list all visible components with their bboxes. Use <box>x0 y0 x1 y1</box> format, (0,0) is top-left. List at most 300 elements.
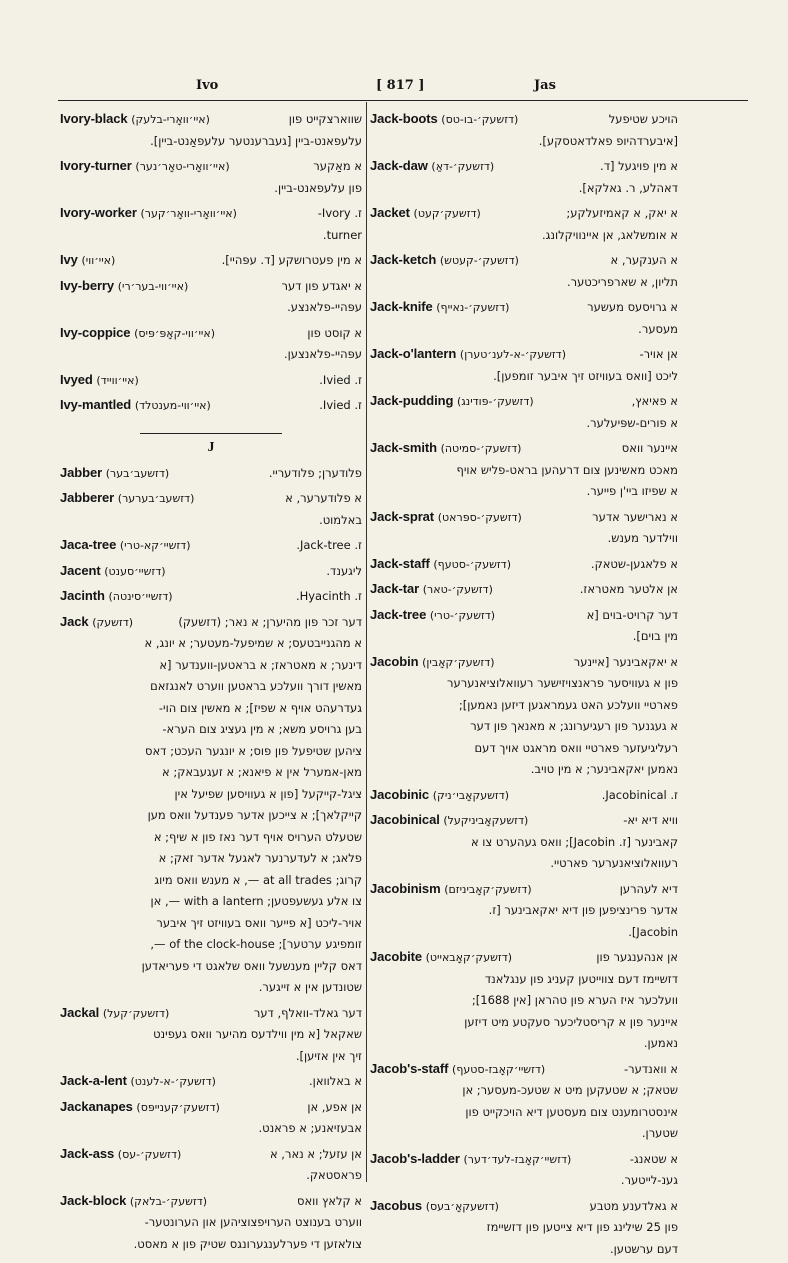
entry-headline <box>60 108 362 131</box>
entry-headline <box>370 1148 678 1171</box>
entry-definition-continued: מעסער. <box>638 321 678 336</box>
entry-head <box>60 611 133 634</box>
dictionary-entry <box>370 108 678 152</box>
entry-headline <box>370 437 678 460</box>
entry-definition-continued: שטערן. <box>641 1126 678 1140</box>
entry-definition-continued: וועלכער איז הערא פון טהראן [אין 1688]; <box>471 993 678 1007</box>
entry-headword: Jack-smith <box>370 440 437 455</box>
entry-pronunciation: (איי׳ווי-בער׳רי) <box>117 279 189 293</box>
entry-headline <box>60 394 362 417</box>
dictionary-entry <box>60 369 362 392</box>
dictionary-entry <box>370 249 678 293</box>
entry-pronunciation: (דזשעק׳קעט) <box>413 207 481 220</box>
entry-headline <box>370 604 678 627</box>
entry-definition: א קלאץ וואס <box>296 1193 362 1208</box>
entry-headword: Jacobite <box>370 949 422 964</box>
header-left-guideword: Ivo <box>196 78 219 93</box>
entry-definition-continued: ווילדער מענש. <box>607 531 678 545</box>
entry-definition-continued: דאס קליין מענשעל וואס שלאגט די פעריאדען <box>141 958 362 973</box>
entry-definition: אן אפע, אן <box>307 1099 362 1114</box>
entry-pronunciation: (דזשיי׳סענט) <box>104 564 166 578</box>
entry-pronunciation: (דזשעק׳-ספּראט) <box>437 510 522 524</box>
dictionary-entry <box>370 202 678 246</box>
entry-head <box>60 462 169 485</box>
dictionary-entry <box>370 343 678 387</box>
dictionary-entry <box>60 1070 362 1093</box>
entry-pronunciation: (דזשעק׳-טאר) <box>422 583 493 596</box>
dictionary-entry <box>370 155 678 199</box>
entry-head <box>370 1148 571 1171</box>
dictionary-entry <box>370 878 678 944</box>
entry-definition-continued: קרוג; at all trades —, א מענש וואס מיוג <box>154 872 362 887</box>
dictionary-entry <box>60 534 362 557</box>
entry-definition-continued: עפּהיי-פלאנצען. <box>283 347 362 361</box>
entry-pronunciation: (דזשעק׳-סמיטה) <box>440 442 522 455</box>
entry-head <box>60 560 166 583</box>
entry-pronunciation: (דזשיי׳קא-טרי) <box>119 539 191 552</box>
entry-definition: פלודערן; פלודעריי. <box>268 465 362 480</box>
entry-definition: ז. Jack-tree. <box>296 538 362 552</box>
entry-definition: א גרויסעס מעשער <box>587 300 678 314</box>
entry-headline <box>370 296 678 319</box>
dictionary-entry <box>370 604 678 648</box>
dictionary-entry <box>60 275 362 319</box>
entry-definition: א הענקער, א <box>610 253 678 267</box>
entry-pronunciation: (דזשעק׳-פּודינג) <box>456 395 534 408</box>
entry-definition-continued: א פורים-שפּיעלער. <box>586 415 678 430</box>
entry-definition: א באלוואן. <box>309 1074 362 1088</box>
entry-pronunciation: (דזשיי׳קאָבז-לעד׳דער) <box>463 1152 572 1166</box>
entry-definition: ז. Jacobinical. <box>601 787 678 802</box>
entry-definition-continued: א געגנער פון רעגיערונג; א מאנאך פון דער <box>470 719 678 733</box>
entry-head <box>60 275 188 298</box>
entry-headword: Jack-boots <box>370 111 438 126</box>
entry-head <box>60 585 173 608</box>
entry-pronunciation: (דזשעב׳בער) <box>105 466 170 480</box>
entry-head <box>60 322 215 345</box>
dictionary-entry <box>370 296 678 340</box>
entry-definition-continued: פון עלעפאנט-ביין. <box>274 180 362 195</box>
entry-definition-continued: גענ-לייטער. <box>620 1173 678 1187</box>
entry-headword: Jacobinical <box>370 812 440 827</box>
entry-definition: ז. Hyacinth. <box>295 589 362 603</box>
entry-head <box>60 155 230 178</box>
entry-pronunciation: (דזשעק׳קענייפּס) <box>136 1100 220 1114</box>
entry-definition-continued: א אומשלאג, אן איינוויקלונג. <box>542 227 678 242</box>
entry-head <box>370 108 518 131</box>
entry-headword: Jack-sprat <box>370 508 435 524</box>
entry-pronunciation: (דזשעב׳בערער) <box>117 492 195 505</box>
entry-head <box>60 369 139 392</box>
dictionary-entry <box>370 578 678 601</box>
entry-headword: Jack-knife <box>370 299 433 314</box>
entry-pronunciation: (דזשעק׳-טרי) <box>429 608 496 622</box>
entry-head <box>370 343 566 366</box>
entry-headline <box>60 1070 362 1093</box>
entry-headline <box>60 1143 362 1166</box>
entry-definition-continued: געדרעהט אויף א שפיז]; א מאשין צום הוי- <box>158 700 362 715</box>
entry-definition: אן אנהענגער פון <box>596 950 678 964</box>
entry-definition: ז. Ivied. <box>319 372 362 387</box>
entry-head <box>370 155 494 178</box>
entry-headword: Jacobin <box>370 653 419 669</box>
entry-headword: Jackal <box>60 1004 100 1020</box>
entry-head <box>60 108 210 131</box>
entry-pronunciation: (איי׳וואָרי-בלעק) <box>131 113 210 126</box>
entry-pronunciation: (דזשעק׳-עס) <box>117 1147 182 1161</box>
dictionary-entry <box>60 462 362 485</box>
entry-headline <box>370 809 678 832</box>
entry-headline <box>370 343 678 366</box>
dictionary-entry <box>370 784 678 807</box>
entry-pronunciation: (איי׳וואָרי-וואָר׳קער) <box>140 207 237 220</box>
entry-definition: איינער וואס <box>621 441 678 455</box>
entry-pronunciation: (דזשעק׳-דאַ) <box>431 160 495 173</box>
entry-headword: Ivory-turner <box>60 158 132 173</box>
entry-headword: Ivy-mantled <box>60 397 132 412</box>
dictionary-entry <box>60 1190 362 1256</box>
entry-headword: Jack-ass <box>60 1145 115 1161</box>
entry-headword: Jack-o'lantern <box>370 346 457 361</box>
entry-headline <box>60 1002 362 1025</box>
page-header <box>58 78 748 98</box>
entry-headline <box>60 585 362 608</box>
entry-headword: Jack-pudding <box>370 393 454 408</box>
header-rule <box>58 100 748 101</box>
section-letter: J <box>207 439 215 455</box>
right-column <box>370 108 678 1263</box>
entry-definition-continued: שטונדען אין א זייגער. <box>258 980 362 994</box>
entry-headline <box>60 275 362 298</box>
entry-headword: Jabberer <box>60 490 115 505</box>
entry-head <box>370 651 495 674</box>
entry-head <box>60 249 115 272</box>
entry-definition: הויכע שטיפעל <box>608 112 678 126</box>
entry-definition: א מאַקער <box>313 159 362 173</box>
entry-headline <box>60 322 362 345</box>
entry-definition: שווארצקייט פון <box>288 112 362 126</box>
entry-definition-continued: ליכט [וואס בעוויזט זיך איבער זומפען]. <box>493 368 678 383</box>
entry-head <box>60 1190 207 1213</box>
entry-pronunciation: (דזשעק׳קאָבין) <box>422 655 495 669</box>
entry-headword: Jack-staff <box>370 555 430 571</box>
entry-head <box>370 878 532 901</box>
entry-headline <box>60 155 362 178</box>
entry-definition: א יאגדע פון דער <box>281 278 362 293</box>
dictionary-entry <box>60 560 362 583</box>
entry-pronunciation: (דזשעק׳-א-לענ׳טערן) <box>459 348 566 361</box>
entry-headline <box>60 1096 362 1119</box>
entry-headline <box>60 202 362 225</box>
entry-pronunciation: (דזשיי׳סינטה) <box>108 590 173 603</box>
entry-head <box>60 394 211 417</box>
entry-definition: א שטאנג- <box>629 1151 678 1166</box>
entry-definition: דער זכר פון מהיערן; א נאר; (דזשעק) <box>178 614 362 629</box>
entry-definition: אן אלטער מאטראז. <box>579 582 678 596</box>
entry-pronunciation: (דזשעק׳קאָביניזם) <box>444 882 532 896</box>
entry-head <box>370 784 509 807</box>
entry-headword: Ivyed <box>60 371 93 387</box>
entry-headword: Jabber <box>60 464 103 480</box>
header-page-number: [ 817 ] <box>376 78 425 93</box>
entry-headline <box>60 462 362 485</box>
entry-definition-continued: אדער פרינציפען פון דיא יאקאבינער [ז. <box>488 903 678 917</box>
entry-definition-continued: א שפיזו ביי'ן פייער. <box>586 484 678 498</box>
dictionary-entry <box>370 946 678 1055</box>
entry-pronunciation: (איי׳ווי-מענטלד) <box>134 399 211 412</box>
entry-definition: א גאלדענע מטבע <box>589 1198 678 1213</box>
entry-definition-continued: נאמען יאקאבינער; א מין טויב. <box>530 762 678 776</box>
entry-definition-continued: דינער; א מאטראז; א בראטען-ווענדער [א <box>159 657 362 672</box>
entry-definition: אן עזעל; א נאר, א <box>269 1146 362 1161</box>
entry-definition-continued: איינער פון א קריסטליכער סעקטע מיט דיזען <box>464 1014 678 1029</box>
entry-head <box>370 202 481 225</box>
entry-definition-continued: דעם ערשטען. <box>609 1241 678 1256</box>
dictionary-entry <box>60 249 362 272</box>
entry-head <box>370 809 528 832</box>
dictionary-entry <box>60 394 362 417</box>
entry-headline <box>370 108 678 131</box>
entry-head <box>370 578 493 601</box>
entry-definition-continued: עלעפאנט-ביין [געברענטער עלעפאַנט-ביין]. <box>150 133 362 148</box>
entry-headword: Jacent <box>60 562 101 578</box>
dictionary-entry <box>60 155 362 199</box>
entry-definition-continued: פון 25 שילינג פון דיא צייטען פון דזשיימז <box>486 1220 678 1234</box>
entry-pronunciation: (איי׳ווי) <box>81 254 116 267</box>
entry-headword: Jacob's-ladder <box>370 1150 460 1166</box>
entry-pronunciation: (דזשעקאָבי׳ניק) <box>432 788 510 802</box>
section-rule <box>140 423 282 434</box>
entry-definition-continued: אינסטרומענט צום מעסטען דיא הויכקייט פון <box>465 1104 678 1119</box>
entry-definition: דער גאלד-וואלף, דער <box>253 1005 362 1020</box>
entry-pronunciation: (איי׳ווייד) <box>96 373 139 387</box>
entry-pronunciation: (דזשעק׳-בו-טס) <box>441 113 519 126</box>
entry-headline <box>370 784 678 807</box>
entry-definition-continued: turner. <box>322 227 362 242</box>
entry-definition: ליגענד. <box>326 563 362 578</box>
entry-head <box>370 1058 545 1081</box>
entry-headline <box>370 946 678 969</box>
entry-definition-continued: ציהען שטיפעל פון פוס; א יונגער העכט; דאס <box>144 743 362 758</box>
entry-pronunciation: (דזשעק׳קאָבאייט) <box>425 951 512 964</box>
entry-definition: א מין פויגעל [ד. <box>600 159 678 173</box>
dictionary-entry <box>60 202 362 246</box>
entry-definition-continued: דזשיימז דעם צווייטען קעניג פון ענגלאנד <box>484 971 678 986</box>
dictionary-entry <box>370 1058 678 1145</box>
entry-pronunciation: (דזשעק׳-א-לענט) <box>130 1075 216 1088</box>
dictionary-entry <box>60 1096 362 1140</box>
entry-head <box>370 249 519 272</box>
entry-definition: א פלודערער, א <box>285 491 362 505</box>
dictionary-entry <box>60 1002 362 1068</box>
entry-pronunciation: (דזשעק׳-סטעף) <box>433 557 511 571</box>
entry-definition-continued: פראסטאק. <box>306 1168 362 1182</box>
entry-definition-continued: Jacobin]. <box>628 924 678 939</box>
entry-definition-continued: מאשין דורך וועלכע בראטען ווערט לאנגזאם <box>150 679 362 693</box>
entry-headword: Ivory-black <box>60 111 128 126</box>
entry-headline <box>60 369 362 392</box>
entry-headword: Jack-tar <box>370 581 420 596</box>
entry-definition-continued: קייקלאך]; א צייכען אדער פענדעל וואס מען <box>147 808 362 822</box>
entry-headline <box>370 155 678 178</box>
entry-head <box>60 1002 169 1025</box>
entry-definition: א פלאגען-שטאק. <box>590 556 678 571</box>
entry-definition: א פאיאץ, <box>631 394 678 408</box>
entry-definition-continued: צולאזען די פערלענגערונגס שטיק פון א מאסט. <box>133 1236 362 1251</box>
entry-pronunciation: (דזשעק) <box>92 615 134 629</box>
dictionary-entry <box>60 1143 362 1187</box>
entry-definition-continued: עפּהיי-פלאנצע. <box>287 300 362 314</box>
entry-definition-continued: [איבערדהיופ פאלדאטסקע]. <box>538 133 678 148</box>
entry-definition-continued: א מהגנייבטעס; א שמיפעל-מעטער; א יונג, א <box>144 636 362 650</box>
entry-definition-continued: מאן-אמערל אין א פיאנא; א זעגעבאק; א <box>162 765 362 779</box>
entry-definition-continued: באלמוט. <box>319 512 362 527</box>
entry-pronunciation: (איי׳וואָרי-טאָר׳נער) <box>135 160 230 173</box>
entry-definition: א קוסט פון <box>307 325 362 340</box>
entry-definition-continued: צו אלע געשעפטען; with a lantern —, אן <box>150 894 362 908</box>
dictionary-entry <box>370 1195 678 1261</box>
entry-headline <box>60 1190 362 1213</box>
entry-headword: Ivory-worker <box>60 205 137 220</box>
entry-definition-continued: שטאק; א שטעקען מיט א שטעכ-מעסער; אן <box>462 1083 678 1097</box>
entry-definition-continued: ציגל-קייקעל [פון א געוויסען שפיעל אין <box>174 786 362 801</box>
entry-definition-continued: מין בוים]. <box>632 629 678 643</box>
entry-definition-continued: דאהלע, ר. גאלקא]. <box>578 180 678 195</box>
entry-headword: Ivy-berry <box>60 277 115 293</box>
entry-definition: א מין פעטרושקע [ד. עפּהיי]. <box>221 253 362 267</box>
entry-definition-continued: פון א געוויסער פראנצויזישער רעוואלוציאנערער <box>447 676 678 690</box>
entry-headline <box>60 487 362 510</box>
entry-pronunciation: (דזשעק׳-בלאק) <box>129 1194 208 1208</box>
entry-definition-continued: זומפיגע ערטער]; of the clock-house —, <box>150 937 362 951</box>
entry-definition-continued: רעליגיעזער פארטיי וואס מראגט אויך דעם <box>474 740 678 755</box>
entry-headword: Ivy-coppice <box>60 324 131 340</box>
entry-definition: א יאק, א קאמיזעלקע; <box>566 206 678 220</box>
entry-definition-continued: מאכט מאשינען צום דרעהען בראט-פליש אויף <box>456 462 678 477</box>
entry-headline <box>60 249 362 272</box>
entry-headword: Jack-daw <box>370 158 428 173</box>
entry-pronunciation: (דזשעק׳קעל) <box>102 1006 170 1020</box>
entry-definition: ז. Ivied. <box>319 398 362 412</box>
header-right-guideword: Jas <box>534 78 556 93</box>
entry-definition-continued: רעוואלוציאנערער פארטיי. <box>550 856 678 870</box>
dictionary-entry <box>370 809 678 875</box>
entry-headline <box>370 651 678 674</box>
dictionary-entry <box>370 1148 678 1192</box>
entry-definition-continued: שאקאל [א מין ווילדעס מהיער וואס געפינט <box>153 1027 362 1041</box>
entry-headline <box>60 560 362 583</box>
entry-head <box>370 296 509 319</box>
entry-definition-continued: בען גרויסע משא; א מין געציג צום הערא- <box>162 722 362 736</box>
entry-definition-continued: אויר-ליכט [א פייער וואס בעוויזט זיך איבער <box>156 915 362 930</box>
entry-headline <box>370 553 678 576</box>
entry-headline <box>370 578 678 601</box>
entry-headword: Jack-a-lent <box>60 1073 127 1088</box>
left-column <box>60 108 362 1258</box>
entry-definition-continued: אבעזיאנע; א פראנט. <box>258 1121 362 1135</box>
entry-definition: א נארישער אדער <box>592 509 678 524</box>
entry-head <box>60 1143 181 1166</box>
entry-pronunciation: (דזשעקאָ׳בעס) <box>425 1199 499 1213</box>
entry-definition-continued: קאבינער [ז. Jacobin]; וואס געהערט צו א <box>470 834 678 849</box>
dictionary-entry <box>60 108 362 152</box>
entry-headline <box>370 1058 678 1081</box>
entry-headline <box>60 611 362 634</box>
dictionary-entry <box>370 506 678 550</box>
dictionary-entry <box>60 322 362 366</box>
entry-head <box>370 390 534 413</box>
entry-definition-continued: ווערט בענוצט הערויפצוציהען און הערונטער- <box>144 1215 362 1229</box>
entry-headword: Jaca-tree <box>60 537 117 552</box>
entry-headword: Jacob's-staff <box>370 1060 449 1076</box>
entry-headword: Jacobus <box>370 1197 423 1213</box>
entry-definition-continued: תליון, א שארפריכטער. <box>566 274 678 289</box>
dictionary-entry <box>60 585 362 608</box>
entry-definition: אן אויר- <box>639 347 678 361</box>
entry-pronunciation: (דזשעקאָביניקעל) <box>443 814 529 827</box>
entry-headline <box>60 534 362 557</box>
entry-definition-continued: נאמען. <box>643 1036 678 1050</box>
entry-head <box>60 1070 216 1093</box>
entry-definition: א וואנדער- <box>623 1061 678 1076</box>
entry-head <box>370 946 512 969</box>
entry-headword: Jacket <box>370 205 410 220</box>
column-divider <box>366 102 367 1182</box>
entry-pronunciation: (איי׳ווי-קאָפּ׳פּיס) <box>134 326 216 340</box>
dictionary-entry <box>370 390 678 434</box>
entry-head <box>60 1096 220 1119</box>
entry-definition-continued: פארטיי וועלכע האט געמראגען דיזען נאמען]; <box>458 697 678 712</box>
entry-headline <box>370 506 678 529</box>
entry-headword: Jack <box>60 613 89 629</box>
entry-headline <box>370 202 678 225</box>
entry-pronunciation: (דזשעק׳-קעטש) <box>439 254 519 267</box>
entry-headline <box>370 390 678 413</box>
entry-head <box>370 437 521 460</box>
dictionary-entry <box>370 437 678 503</box>
entry-head <box>370 604 495 627</box>
entry-definition-continued: זיך אין אזיען]. <box>295 1048 362 1063</box>
entry-headword: Jack-tree <box>370 606 427 622</box>
entry-definition: וויא דיא יא- <box>623 813 678 827</box>
entry-headword: Jacobinic <box>370 786 430 802</box>
entry-headword: Jacobinism <box>370 880 441 896</box>
entry-headline <box>370 1195 678 1218</box>
entry-head <box>370 506 522 529</box>
entry-pronunciation: (דזשעק׳-נאייף) <box>436 301 510 314</box>
dictionary-entry <box>60 611 362 999</box>
entry-head <box>60 202 237 225</box>
entry-head <box>370 1195 499 1218</box>
entry-definition: ז. Ivory- <box>317 206 362 220</box>
entry-headline <box>370 249 678 272</box>
entry-headword: Jack-block <box>60 1192 127 1208</box>
dictionary-entry <box>60 487 362 531</box>
entry-head <box>370 553 511 576</box>
entry-definition: א יאקאבינער [איינער <box>573 654 678 669</box>
entry-definition: דיא לעהרען <box>619 881 678 896</box>
entry-head <box>60 487 194 510</box>
entry-headword: Jack-ketch <box>370 252 437 267</box>
entry-headword: Jackanapes <box>60 1098 133 1114</box>
dictionary-entry <box>370 553 678 576</box>
entry-head <box>60 534 190 557</box>
entry-definition-continued: שטעלט הערויס אויף דער נאז פון א שיף; א <box>153 829 362 844</box>
dictionary-entry <box>370 651 678 781</box>
entry-headword: Jacinth <box>60 588 105 603</box>
entry-definition: דער קרויט-בוים [א <box>586 607 678 622</box>
entry-headline <box>370 878 678 901</box>
